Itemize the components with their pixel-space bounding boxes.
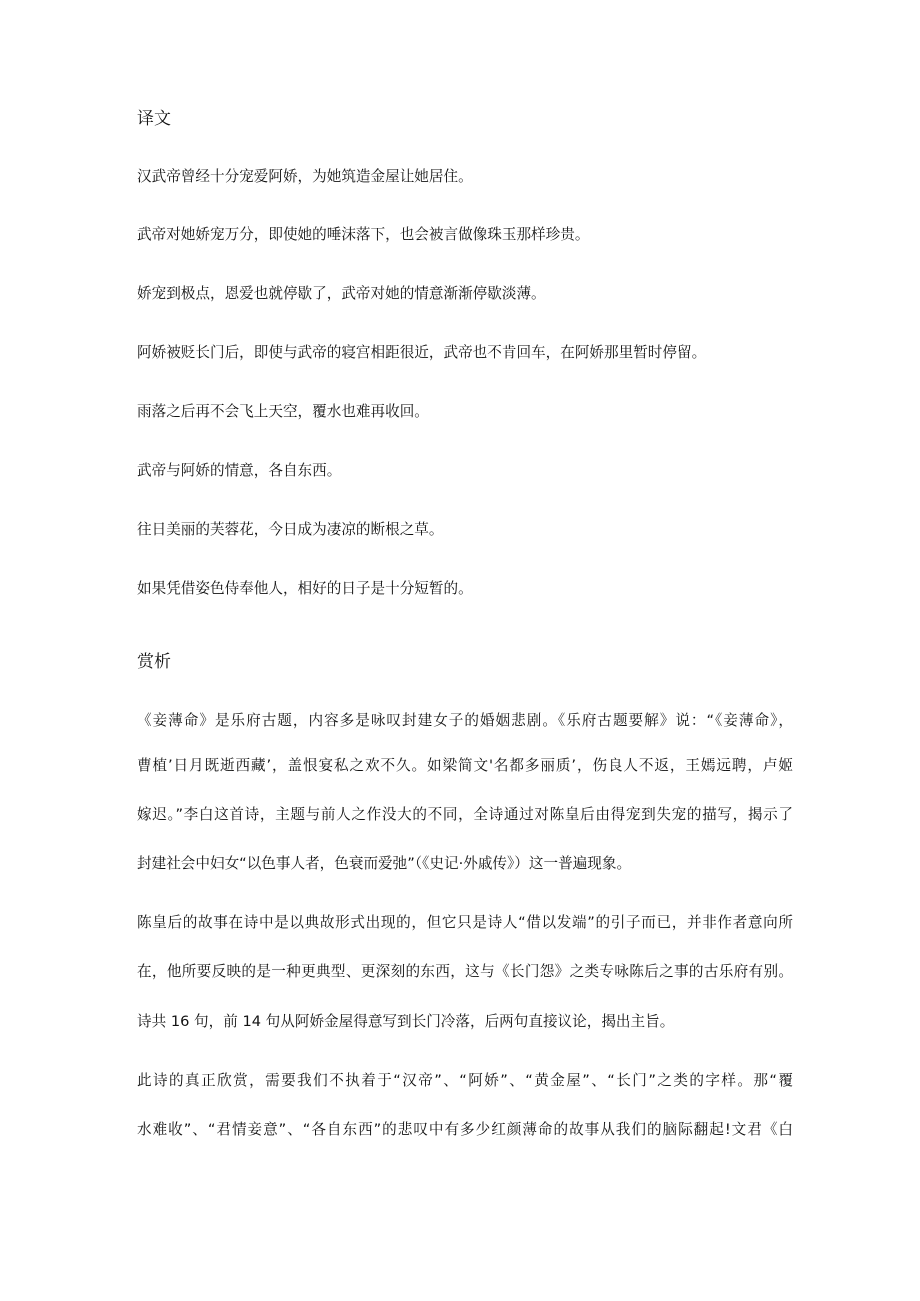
translation-line: 武帝对她娇宠万分，即使她的唾沫落下，也会被言做像珠玉那样珍贵。: [137, 226, 590, 243]
appreciation-p3-line: 水难收”、“君情妾意”、“各自东西”的悲叹中有多少红颜薄命的故事从我们的脑际翻起!文君《白: [137, 1121, 793, 1138]
appreciation-heading: 赏析: [137, 652, 171, 672]
appreciation-p1-line: 《妾薄命》是乐府古题，内容多是咏叹封建女子的婚姻悲剧。《乐府古题要解》说：“《妾薄命》，: [137, 712, 793, 729]
appreciation-p1-line: 曹植’日月既逝西藏’，盖恨宴私之欢不久。如梁简文'名都多丽质’，伤良人不返，王嫣远聘，卢姬: [137, 757, 793, 774]
translation-heading: 译文: [137, 109, 171, 129]
appreciation-p1-line: 封建社会中妇女“以色事人者，色衰而爱弛”（《史记·外戚传》）这一普遍现象。: [137, 855, 632, 872]
appreciation-p1-line: 嫁迟。”李白这首诗，主题与前人之作没大的不同，全诗通过对陈皇后由得宠到失宠的描写，揭示了: [137, 806, 793, 823]
translation-line: 武帝与阿娇的情意，各自东西。: [137, 462, 342, 479]
appreciation-p3-line: 此诗的真正欣赏，需要我们不执着于“汉帝”、“阿娇”、“黄金屋”、“长门”之类的字样。那“覆: [137, 1072, 793, 1089]
translation-line: 娇宠到极点，恩爱也就停歇了，武帝对她的情意渐渐停歇淡薄。: [137, 285, 546, 302]
appreciation-p2-line: 在，他所要反映的是一种更典型、更深刻的东西，这与《长门怨》之类专咏陈后之事的古乐府有别。: [137, 963, 793, 980]
translation-line: 雨落之后再不会飞上天空，覆水也难再收回。: [137, 403, 429, 420]
translation-line: 如果凭借姿色侍奉他人，相好的日子是十分短暂的。: [137, 580, 473, 597]
translation-line: 阿娇被贬长门后，即使与武帝的寝宫相距很近，武帝也不肯回车，在阿娇那里暂时停留。: [137, 344, 707, 361]
appreciation-p2-line: 诗共 16 句，前 14 句从阿娇金屋得意写到长门冷落，后两句直接议论，揭出主旨。: [137, 1013, 675, 1030]
appreciation-p2-line: 陈皇后的故事在诗中是以典故形式出现的，但它只是诗人“借以发端”的引子而已，并非作者意向所: [137, 914, 793, 931]
translation-line: 汉武帝曾经十分宠爱阿娇，为她筑造金屋让她居住。: [137, 168, 473, 185]
translation-line: 往日美丽的芙蓉花，今日成为凄凉的断根之草。: [137, 521, 444, 538]
